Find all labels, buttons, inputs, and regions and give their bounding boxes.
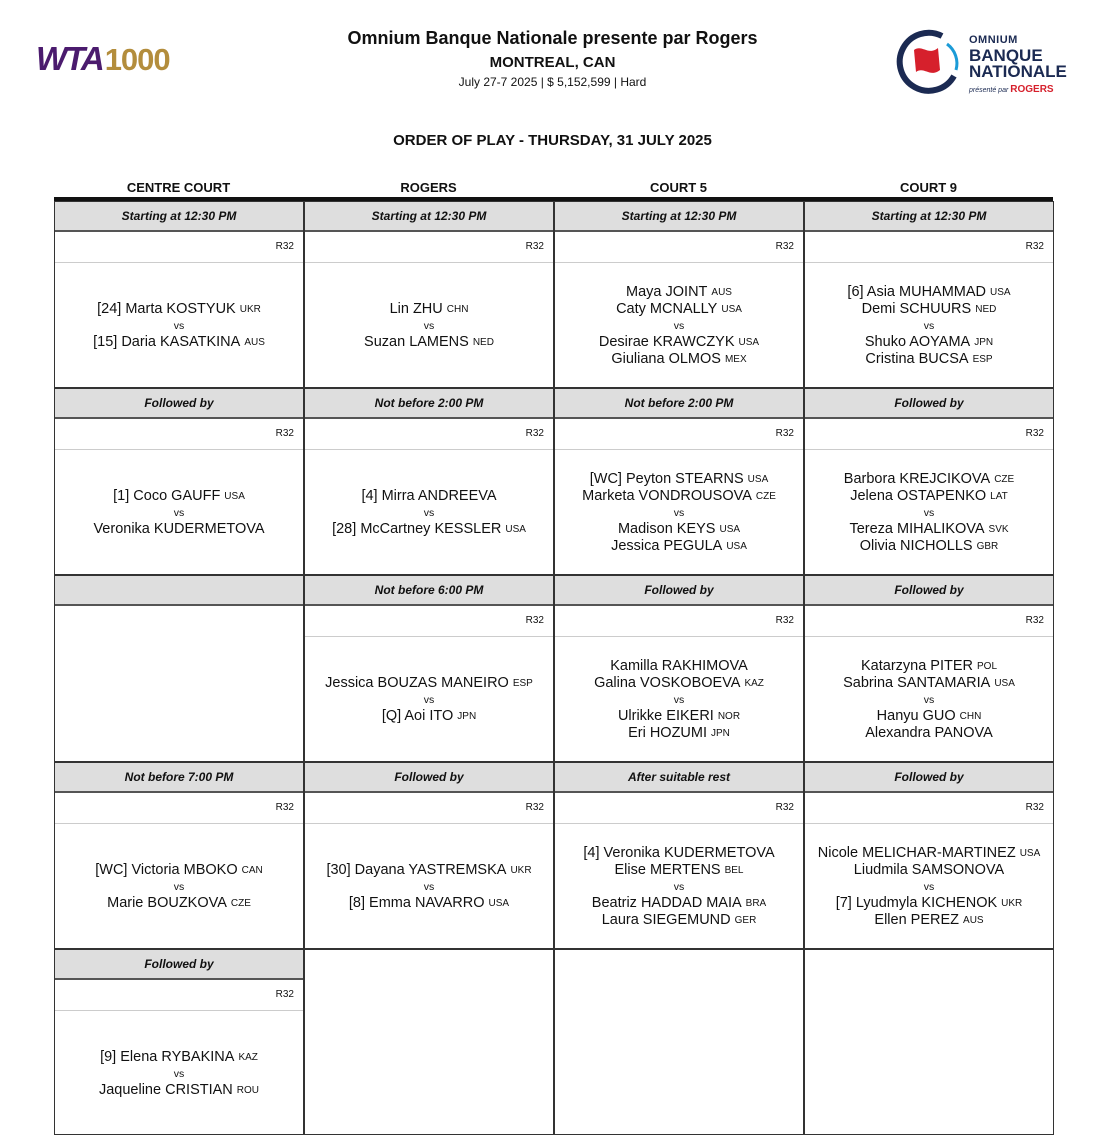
player-name: Laura SIEGEMUND (601, 911, 731, 928)
court-header: CENTRE COURT (126, 180, 231, 195)
player-name: Cristina BUCSA (865, 350, 969, 367)
wta-1000-logo (36, 40, 170, 78)
player-country: USA (719, 523, 741, 535)
tournament-info: July 27-7 2025 | $ 5,152,599 | Hard (458, 75, 647, 89)
player-country: CZE (755, 490, 776, 502)
player-name: Beatriz HADDAD MAIA (591, 894, 742, 911)
players-block (555, 450, 803, 575)
schedule-time-label: Not before 2:00 PM (555, 389, 803, 419)
player-line (592, 895, 766, 912)
player-country: AUS (711, 286, 732, 298)
player-line (628, 725, 730, 742)
match-cell (804, 762, 1054, 949)
blank-header-bar (55, 576, 303, 606)
round-label: R32 (305, 232, 553, 263)
players-block (55, 263, 303, 388)
players-block (55, 1011, 303, 1136)
players-block (805, 637, 1053, 762)
versus-label: vs (923, 506, 935, 519)
player-line (860, 538, 998, 555)
versus-label: vs (173, 506, 185, 519)
players-block (555, 637, 803, 762)
player-name: Sabrina SANTAMARIA (843, 674, 991, 691)
player-name: Liudmila SAMSONOVA (853, 861, 1005, 878)
player-name: Jelena OSTAPENKO (850, 487, 987, 504)
match-cell (554, 201, 804, 388)
player-country: KAZ (744, 677, 764, 689)
players-block (305, 824, 553, 949)
versus-label: vs (923, 693, 935, 706)
tournament-title: Omnium Banque Nationale presente par Rogers (347, 28, 758, 48)
player-seed: [4] (361, 487, 382, 504)
versus-label: vs (673, 693, 685, 706)
player-country: NED (472, 336, 494, 348)
players-block (805, 450, 1053, 575)
player-country: CAN (241, 864, 263, 876)
player-line (610, 658, 748, 675)
player-line (611, 538, 747, 555)
empty-cell (304, 949, 554, 1135)
brand-words (969, 32, 1067, 80)
player-country: CHN (959, 710, 982, 722)
player-seed: [24] (97, 300, 126, 317)
round-label: R32 (55, 980, 303, 1011)
player-country: GBR (976, 540, 999, 552)
wta-logo-number: 1000 (104, 42, 170, 77)
players-block (555, 263, 803, 388)
player-line (618, 521, 740, 538)
player-line (95, 862, 262, 879)
player-country: USA (721, 303, 742, 315)
player-name: Mirra ANDREEVA (381, 487, 497, 504)
player-country: CZE (994, 473, 1015, 485)
player-name: Caty MCNALLY (616, 300, 718, 317)
player-name: Elena RYBAKINA (120, 1048, 235, 1065)
player-country: UKR (510, 864, 532, 876)
empty-cell (804, 949, 1054, 1135)
round-label: R32 (805, 793, 1053, 824)
player-name: Maya JOINT (626, 283, 708, 300)
player-country: AUS (963, 914, 984, 926)
player-name: Coco GAUFF (133, 487, 221, 504)
schedule-time-label: Not before 2:00 PM (305, 389, 553, 419)
player-seed: [1] (113, 487, 134, 504)
player-name: Barbora KREJCIKOVA (843, 470, 991, 487)
player-seed: [28] (332, 520, 361, 537)
player-country: USA (738, 336, 760, 348)
player-seed: [WC] (589, 470, 626, 487)
player-country: JPN (711, 727, 730, 739)
player-name: Hanyu GUO (876, 707, 956, 724)
player-name: Asia MUHAMMAD (866, 283, 987, 300)
player-line (865, 334, 993, 351)
player-name: Suzan LAMENS (364, 333, 469, 350)
player-country: USA (505, 523, 526, 535)
versus-label: vs (923, 319, 935, 332)
player-name: Marketa VONDROUSOVA (582, 487, 752, 504)
player-line (844, 471, 1014, 488)
player-line (847, 284, 1010, 301)
player-name: Victoria MBOKO (131, 861, 238, 878)
player-country: MEX (724, 353, 747, 365)
player-country: USA (1019, 847, 1041, 859)
brand-presented-by (969, 84, 1054, 95)
player-line (382, 708, 476, 725)
match-cell (304, 762, 554, 949)
round-label: R32 (555, 606, 803, 637)
round-label: R32 (305, 606, 553, 637)
player-line (843, 675, 1015, 692)
schedule-time-label: Followed by (805, 389, 1053, 419)
player-country: LAT (990, 490, 1008, 502)
omnium-banque-nationale-logo (892, 24, 1082, 100)
player-name: Katarzyna PITER (860, 657, 973, 674)
player-line (107, 895, 251, 912)
player-name: Alexandra PANOVA (865, 724, 993, 741)
match-cell (54, 762, 304, 949)
player-seed: [7] (835, 894, 856, 911)
player-line (326, 862, 531, 879)
player-name: Jessica PEGULA (611, 537, 723, 554)
players-block (305, 263, 553, 388)
player-line (877, 708, 982, 725)
tournament-city: MONTREAL, CAN (489, 54, 616, 71)
player-line (325, 675, 533, 692)
order-of-play-title: ORDER OF PLAY - THURSDAY, 31 JULY 2025 (393, 132, 712, 149)
presented-by-text: présenté par (969, 87, 1009, 94)
match-cell (554, 762, 804, 949)
player-line (97, 301, 261, 318)
player-line (861, 658, 997, 675)
player-name: Peyton STEARNS (626, 470, 744, 487)
player-seed: [6] (847, 283, 867, 300)
match-cell (804, 575, 1054, 762)
schedule-time-label: Starting at 12:30 PM (805, 202, 1053, 232)
player-seed: [8] (348, 894, 370, 911)
court-header: ROGERS (400, 180, 457, 195)
player-country: USA (990, 286, 1011, 298)
versus-label: vs (423, 319, 435, 332)
banque-nationale-emblem-icon (892, 24, 966, 98)
player-country: ROU (236, 1084, 259, 1096)
schedule-time-label: After suitable rest (555, 763, 803, 793)
player-line (836, 895, 1023, 912)
schedule-time-label: Not before 7:00 PM (55, 763, 303, 793)
player-name: Eri HOZUMI (628, 724, 708, 741)
player-name: Daria KASATKINA (121, 333, 241, 350)
player-name: Demi SCHUURS (861, 300, 972, 317)
player-name: Veronika KUDERMETOVA (603, 844, 775, 861)
player-name: Tereza MIHALIKOVA (849, 520, 985, 537)
player-name: Jessica BOUZAS MANEIRO (325, 674, 509, 691)
player-name: Shuko AOYAMA (864, 333, 971, 350)
round-label: R32 (555, 232, 803, 263)
player-country: UKR (239, 303, 261, 315)
player-line (874, 912, 983, 929)
player-name: Olivia NICHOLLS (859, 537, 973, 554)
schedule-time-label: Starting at 12:30 PM (305, 202, 553, 232)
versus-label: vs (423, 880, 435, 893)
schedule-time-label: Followed by (55, 389, 303, 419)
player-country: NED (975, 303, 997, 315)
player-name: Dayana YASTREMSKA (354, 861, 507, 878)
versus-label: vs (673, 319, 685, 332)
player-line (99, 1082, 259, 1099)
player-seed: [15] (93, 333, 122, 350)
versus-label: vs (173, 880, 185, 893)
player-seed: [9] (100, 1048, 121, 1065)
empty-cell (554, 949, 804, 1135)
player-country: CZE (230, 897, 251, 909)
match-cell (54, 388, 304, 575)
round-label: R32 (555, 419, 803, 450)
player-line (818, 845, 1041, 862)
player-country: UKR (1001, 897, 1023, 909)
round-label: R32 (555, 793, 803, 824)
player-seed: [WC] (95, 861, 132, 878)
player-name: Aoi ITO (404, 707, 454, 724)
match-cell (304, 575, 554, 762)
player-line (113, 488, 245, 505)
match-cell (804, 388, 1054, 575)
match-cell (554, 575, 804, 762)
player-name: Emma NAVARRO (369, 894, 485, 911)
player-name: Kamilla RAKHIMOVA (610, 657, 748, 674)
round-label: R32 (55, 232, 303, 263)
player-name: Lyudmyla KICHENOK (855, 894, 998, 911)
players-block (55, 824, 303, 949)
players-block (55, 450, 303, 575)
player-country: USA (224, 490, 245, 502)
player-country: KAZ (238, 1051, 258, 1063)
player-country: GER (734, 914, 757, 926)
player-line (599, 334, 759, 351)
player-country: BRA (745, 897, 767, 909)
court-header: COURT 9 (899, 180, 958, 195)
players-block (305, 450, 553, 575)
player-name: Ulrikke EIKERI (617, 707, 714, 724)
versus-label: vs (173, 1067, 185, 1080)
player-line (582, 488, 776, 505)
players-block (555, 824, 803, 949)
player-seed: [Q] (381, 707, 405, 724)
player-line (93, 334, 265, 351)
player-country: POL (977, 660, 998, 672)
player-country: USA (994, 677, 1015, 689)
match-cell (54, 201, 304, 388)
player-name: Galina VOSKOBOEVA (594, 674, 741, 691)
player-seed: [30] (326, 861, 355, 878)
versus-label: vs (673, 880, 685, 893)
wta-logo-text: WTA (36, 40, 103, 77)
player-line (618, 708, 740, 725)
player-line (616, 301, 742, 318)
player-name: Veronika KUDERMETOVA (93, 520, 265, 537)
players-block (305, 637, 553, 762)
schedule-time-label: Followed by (55, 950, 303, 980)
player-line (850, 488, 1008, 505)
court-header: COURT 5 (649, 180, 708, 195)
versus-label: vs (423, 693, 435, 706)
player-name: Giuliana OLMOS (611, 350, 721, 367)
player-name: Marta KOSTYUK (125, 300, 236, 317)
match-cell (304, 201, 554, 388)
player-country: USA (747, 473, 769, 485)
player-country: NOR (717, 710, 741, 722)
brand-line-1: OMNIUM (969, 34, 1018, 46)
player-country: USA (726, 540, 747, 552)
player-line (590, 471, 768, 488)
schedule-time-label: Followed by (805, 576, 1053, 606)
player-name: McCartney KESSLER (360, 520, 502, 537)
versus-label: vs (923, 880, 935, 893)
player-country: AUS (244, 336, 265, 348)
round-label: R32 (305, 793, 553, 824)
player-line (332, 521, 526, 538)
player-name: Lin ZHU (389, 300, 443, 317)
schedule-time-label: Followed by (305, 763, 553, 793)
round-label: R32 (805, 419, 1053, 450)
player-country: USA (488, 897, 510, 909)
player-country: SVK (988, 523, 1009, 535)
player-line (390, 301, 469, 318)
player-line (100, 1049, 258, 1066)
players-block (805, 263, 1053, 388)
player-line (93, 521, 264, 538)
player-line (626, 284, 732, 301)
rogers-logo-text: ROGERS (1010, 84, 1054, 95)
player-line (594, 675, 764, 692)
player-line (615, 862, 744, 879)
player-line (865, 725, 993, 742)
player-name: Elise MERTENS (614, 861, 721, 878)
player-line (583, 845, 774, 862)
player-name: Desirae KRAWCZYK (598, 333, 735, 350)
player-seed: [4] (583, 844, 604, 861)
player-name: Marie BOUZKOVA (107, 894, 227, 911)
round-label: R32 (805, 232, 1053, 263)
player-line (849, 521, 1008, 538)
match-cell (554, 388, 804, 575)
player-country: JPN (457, 710, 477, 722)
schedule-time-label: Starting at 12:30 PM (55, 202, 303, 232)
player-country: ESP (512, 677, 533, 689)
player-country: ESP (972, 353, 993, 365)
versus-label: vs (423, 506, 435, 519)
versus-label: vs (673, 506, 685, 519)
player-line (364, 334, 494, 351)
brand-line-2: BANQUE (969, 46, 1043, 65)
player-line (611, 351, 746, 368)
player-name: Jaqueline CRISTIAN (98, 1081, 233, 1098)
player-country: JPN (974, 336, 994, 348)
tournament-header (280, 28, 825, 89)
player-name: Nicole MELICHAR-MARTINEZ (817, 844, 1016, 861)
match-cell (54, 949, 304, 1135)
round-label: R32 (805, 606, 1053, 637)
player-line (349, 895, 509, 912)
player-line (602, 912, 757, 929)
schedule-time-label: Not before 6:00 PM (305, 576, 553, 606)
players-block (805, 824, 1053, 949)
brand-line-3: NATIONALE (969, 62, 1067, 81)
player-line (854, 862, 1004, 879)
empty-cell (54, 575, 304, 762)
match-cell (804, 201, 1054, 388)
player-country: BEL (724, 864, 744, 876)
player-line (865, 351, 992, 368)
round-label: R32 (55, 419, 303, 450)
schedule-time-label: Starting at 12:30 PM (555, 202, 803, 232)
player-name: Madison KEYS (617, 520, 716, 537)
player-line (862, 301, 997, 318)
player-line (361, 488, 496, 505)
round-label: R32 (55, 793, 303, 824)
schedule-time-label: Followed by (805, 763, 1053, 793)
schedule-time-label: Followed by (555, 576, 803, 606)
versus-label: vs (173, 319, 185, 332)
match-cell (304, 388, 554, 575)
round-label: R32 (305, 419, 553, 450)
player-name: Ellen PEREZ (874, 911, 960, 928)
player-country: CHN (446, 303, 469, 315)
